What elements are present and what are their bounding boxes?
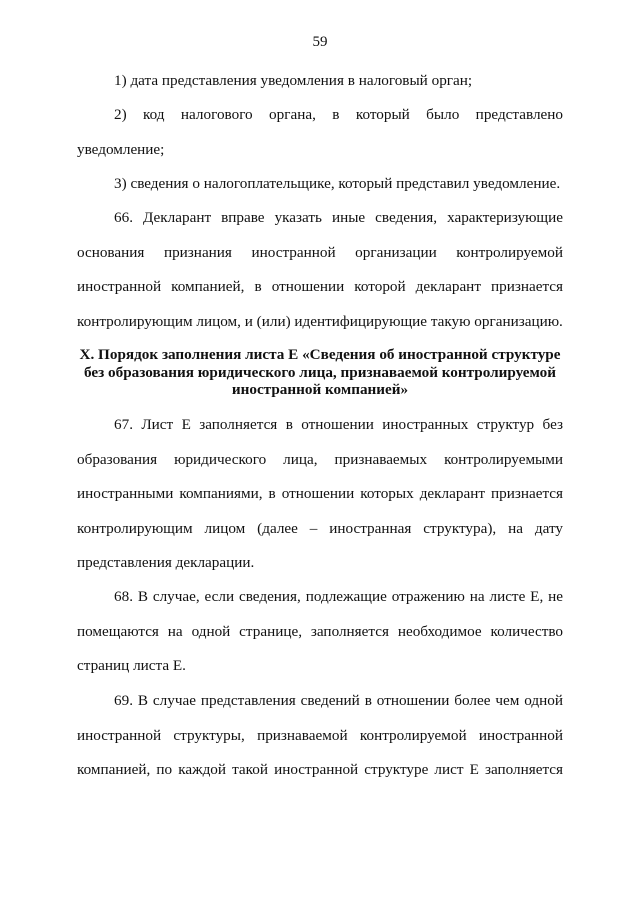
paragraph-item-3: 3) сведения о налогоплательщике, который представил уведомление. (114, 175, 561, 192)
paragraph-item-2: 2) код налогового органа, в который было представлено уведомление; (77, 106, 563, 158)
paragraph-68: 68. В случае, если сведения, подлежащие отражению на листе Е, не помещаются на одной странице, заполняется необходимое количество страниц листа Е. (77, 588, 563, 674)
section-heading: X. Порядок заполнения листа Е «Сведения об иностранной структуре без образования юридического лица, признаваемой контролируемой иностранной компанией» (79, 346, 561, 398)
paragraph-67: 67. Лист Е заполняется в отношении иностранных структур без образования юридического лица, признаваемых контролируемыми иностранными компаниями, в отношении которых декларант признается контролирующим лицом (далее – иностранная структура), на дату представления декларации. (77, 416, 563, 571)
page-number: 59 (312, 34, 328, 50)
paragraph-item-1: 1) дата представления уведомления в налоговый орган; (114, 72, 473, 89)
paragraph-69: 69. В случае представления сведений в отношении более чем одной иностранной структуры, признаваемой контролируемой иностранной компанией, по каждой такой иностранной структуре лист Е заполняется (77, 692, 563, 778)
paragraph-66: 66. Декларант вправе указать иные сведения, характеризующие основания признания иностранной организации контролируемой иностранной компанией, в отношении которой декларант признается контролирующим лицом, и (или) идентифицирующие такую организацию. (77, 209, 563, 330)
